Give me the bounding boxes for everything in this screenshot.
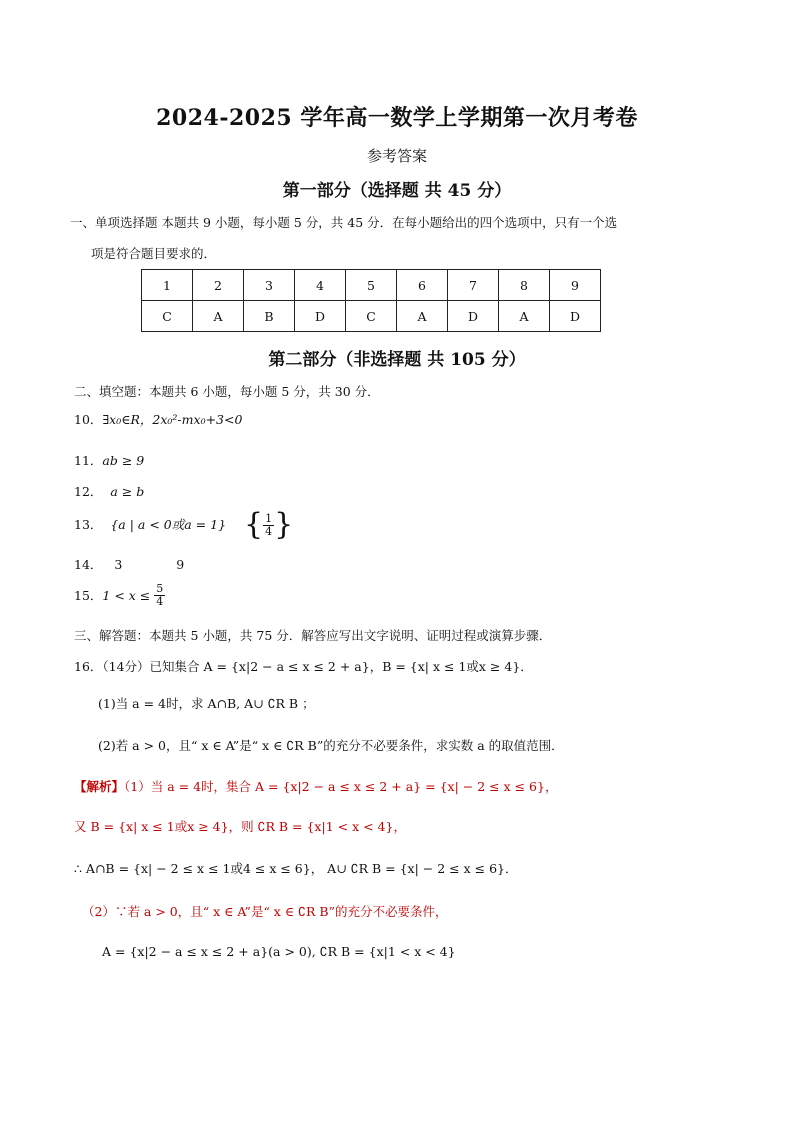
table-cell: B [244,301,295,332]
solution-line-2: 又 B = {x| x ≤ 1或x ≥ 4}，则 ∁R B = {x|1 < x < 4}， [74,819,406,834]
page-title: 2024-2025 学年高一数学上学期第一次月考卷 [156,105,638,131]
answer-12 [74,483,144,501]
fraction-denominator: 4 [156,595,164,608]
table-cell: A [397,301,448,332]
part2-heading: 第二部分（非选择题 共 105 分） [268,350,526,370]
table-cell: 8 [499,270,550,301]
solution-tag: 【解析】 [74,779,125,794]
fraction [154,583,165,608]
answer-text: {a | a < 0或a = 1} [110,517,227,532]
table-cell: 2 [193,270,244,301]
table-cell: C [142,301,193,332]
table-cell: 6 [397,270,448,301]
table-cell: 4 [295,270,346,301]
answer-15 [74,583,165,608]
solution-line-5: A = {x|2 − a ≤ x ≤ 2 + a}(a > 0), ∁R B = {x|1 < x < 4} [102,944,456,959]
answer-14 [74,556,184,574]
fraction-set [244,507,294,542]
table-cell: 1 [142,270,193,301]
table-cell: D [448,301,499,332]
fraction [263,513,274,538]
table-cell: 9 [550,270,601,301]
table-cell: 7 [448,270,499,301]
answer-10 [74,411,242,429]
answer-13 [74,507,294,542]
question-number: 15． [74,587,103,603]
right-brace: } [274,507,294,542]
answer-text: a ≥ b [110,484,145,499]
question-number: 12． [74,484,103,499]
answer-part-b: 9 [176,557,185,572]
fraction-numerator: 5 [156,582,164,595]
page-subtitle: 参考答案 [366,147,427,165]
question-number: 13． [74,517,103,532]
left-brace: { [244,507,264,542]
answer-table-answer-row [142,301,601,332]
part1-heading: 第一部分（选择题 共 45 分） [282,181,512,201]
question-16-part1: (1)当 a = 4时，求 A∩B, A∪ ∁R B ； [98,696,315,711]
question-16-part2: (2)若 a > 0，且“ x ∈ A”是“ x ∈ ∁R B”的充分不必要条件，求实数 a 的取值范围． [98,738,564,753]
answer-text: 1 < x ≤ [102,587,151,603]
answer-11 [74,452,144,470]
table-cell: A [499,301,550,332]
question-number: 14． [74,557,103,572]
table-cell: 5 [346,270,397,301]
solution-line-3: ∴ A∩B = {x| − 2 ≤ x ≤ 1或4 ≤ x ≤ 6}， A∪ ∁R B = {x| − 2 ≤ x ≤ 6}． [74,861,518,876]
answer-text: ∃x₀∈R，2x₀²-mx₀+3<0 [102,412,243,427]
fraction-numerator: 1 [265,511,273,525]
fraction-denominator: 4 [265,524,273,538]
question-number: 11． [74,453,103,468]
solution-line-1 [74,778,557,796]
answer-table [141,269,601,332]
answer-table-number-row [142,270,601,301]
solution-text: （1）当 a = 4时，集合 A = {x|2 − a ≤ x ≤ 2 + a} = {x| − 2 ≤ x ≤ 6}， [124,779,558,794]
table-cell: 3 [244,270,295,301]
question-number: 10． [74,412,103,427]
answer-part-a: 3 [114,557,123,572]
answer-text: ab ≥ 9 [102,453,145,468]
solution-line-4: （2）∵若 a > 0，且“ x ∈ A”是“ x ∈ ∁R B”的充分不必要条件， [82,904,448,919]
solve-section-intro: 三、解答题：本题共 5 小题，共 75 分．解答应写出文字说明、证明过程或演算步骤． [74,628,552,643]
table-cell: D [295,301,346,332]
table-cell: A [193,301,244,332]
part1-intro-line2: 项是符合题目要求的． [91,246,217,261]
part1-intro-line1: 一、单项选择题 本题共 9 小题，每小题 5 分，共 45 分．在每小题给出的四个选项中，只有一个选 [70,215,618,230]
question-16-stem: 16．（14分）已知集合 A = {x|2 − a ≤ x ≤ 2 + a}，B = {x| x ≤ 1或x ≥ 4}． [74,659,533,674]
fill-section-intro: 二、填空题：本题共 6 小题，每小题 5 分，共 30 分． [74,384,380,399]
table-cell: C [346,301,397,332]
table-cell: D [550,301,601,332]
